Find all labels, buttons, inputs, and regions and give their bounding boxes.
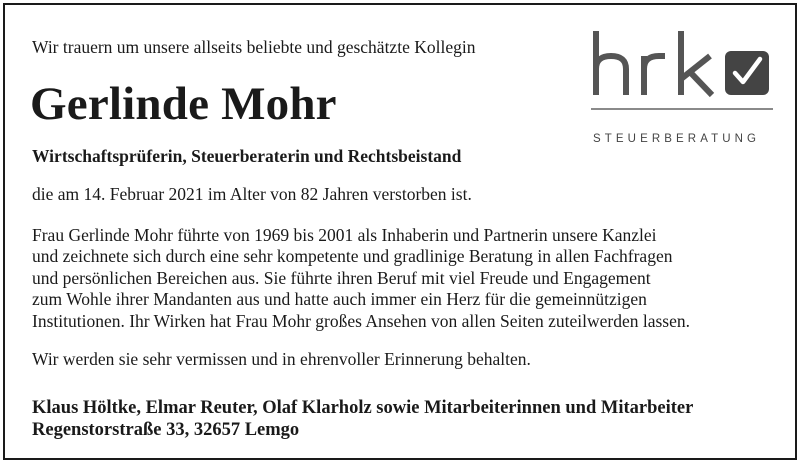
tribute-paragraph	[32, 225, 690, 332]
tribute-line: und persönlichen Bereichen aus. Sie führte ihren Beruf mit viel Freude und Engagement	[32, 267, 651, 288]
signers-line: Klaus Höltke, Elmar Reuter, Olaf Klarholz sowie Mitarbeiterinnen und Mitarbeiter	[32, 398, 694, 418]
signature-block	[32, 397, 693, 441]
closing-line: Wir werden sie sehr vermissen und in ehrenvoller Erinnerung behalten.	[32, 349, 531, 369]
tribute-line: Frau Gerlinde Mohr führte von 1969 bis 2001 als Inhaberin und Partnerin unsere Kanzlei	[32, 225, 657, 245]
death-date-line: die am 14. Februar 2021 im Alter von 82 Jahren verstorben ist.	[32, 184, 472, 204]
checkmark-box-icon	[725, 51, 769, 95]
professional-titles: Wirtschaftsprüferin, Steuerberaterin und Rechtsbeistand	[32, 146, 462, 166]
company-logo	[589, 29, 779, 145]
logo-tagline: STEUERBERATUNG	[593, 133, 761, 145]
tribute-line: zum Wohle ihrer Mandanten aus und hatte auch immer ein Herz für die gemeinnützigen	[32, 289, 647, 310]
tribute-line: Institutionen. Ihr Wirken hat Frau Mohr großes Ansehen von allen Seiten zuteilwerden lassen.	[32, 310, 690, 331]
intro-line: Wir trauern um unsere allseits beliebte und geschätzte Kollegin	[32, 37, 476, 57]
address-line: Regenstorstraße 33, 32657 Lemgo	[32, 420, 300, 440]
hrk-logo-mark	[589, 29, 779, 129]
tribute-line: und zeichnete sich durch eine sehr kompetente und gradlinige Beratung in allen Fachfragen	[32, 246, 673, 267]
deceased-name: Gerlinde Mohr	[30, 78, 337, 130]
obituary-notice	[3, 3, 797, 460]
